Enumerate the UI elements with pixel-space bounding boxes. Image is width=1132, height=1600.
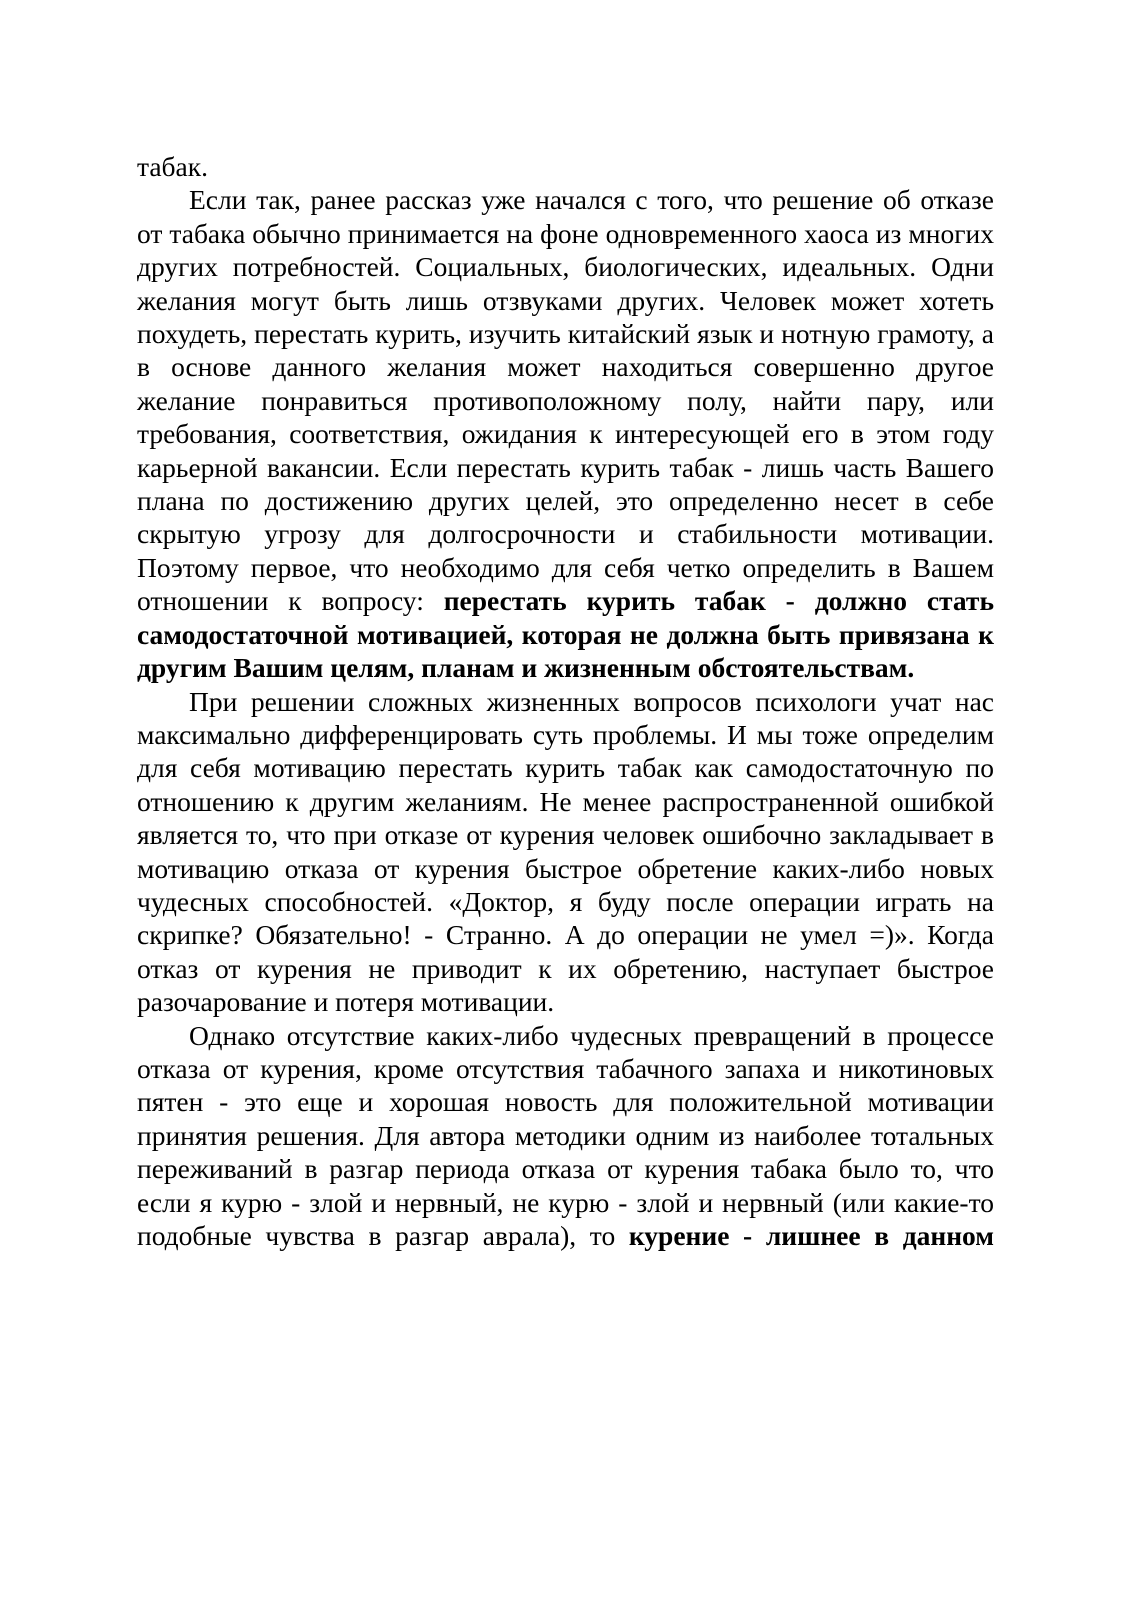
paragraph-1-emphasis: перестать курить табак - должно стать самодостаточной мотивацией, которая не должна быть привязана к другим Вашим целям, планам и жизненным обстоятельствам. <box>137 585 994 684</box>
paragraph-1 <box>137 183 994 684</box>
paragraph-fragment: табак. <box>137 151 208 182</box>
document-page <box>137 150 994 1252</box>
paragraph-3-emphasis: курение - лишнее в данном <box>628 1220 994 1251</box>
paragraph-2: При решении сложных жизненных вопросов психологи учат нас максимально дифференцировать суть проблемы. И мы тоже определим для себя мотивацию перестать курить табак как самодостаточную по отношению к другим желаниям. Не менее распространенной ошибкой является то, что при отказе от курения человек ошибочно закладывает в мотивацию отказа от курения быстрое обретение каких-либо новых чудесных способностей. «Доктор, я буду после операции играть на скрипке? Обязательно! - Странно. А до операции не умел =)». Когда отказ от курения не приводит к их обретению, наступает быстрое разочарование и потеря мотивации. <box>137 685 994 1018</box>
paragraph-3-text: Однако отсутствие каких-либо чудесных превращений в процессе отказа от курения, кроме отсутствия табачного запаха и никотиновых пятен - это еще и хорошая новость для положительной мотивации принятия решения. Для автора методики одним из наиболее тотальных переживаний в разгар периода отказа от курения табака было то, что если я курю - злой и нервный, не курю - злой и нервный (или какие-то подобные чувства в разгар аврала), то <box>137 1019 994 1251</box>
paragraph-3 <box>137 1019 994 1253</box>
paragraph-1-text: Если так, ранее рассказ уже начался с того, что решение об отказе от табака обычно принимается на фоне одновременного хаоса из многих других потребностей. Социальных, биологических, идеальных. Одни желания могут быть лишь отзвуками других. Человек может хотеть похудеть, перестать курить, изучить китайский язык и нотную грамоту, а в основе данного желания может находиться совершенно другое желание понравиться противоположному полу, найти пару, или требования, соответствия, ожидания к интересующей его в этом году карьерной вакансии. Если перестать курить табак - лишь часть Вашего плана по достижению других целей, это определенно несет в себе скрытую угрозу для долгосрочности и стабильности мотивации. Поэтому первое, что необходимо для себя четко определить в Вашем отношении к вопросу: <box>137 184 994 617</box>
